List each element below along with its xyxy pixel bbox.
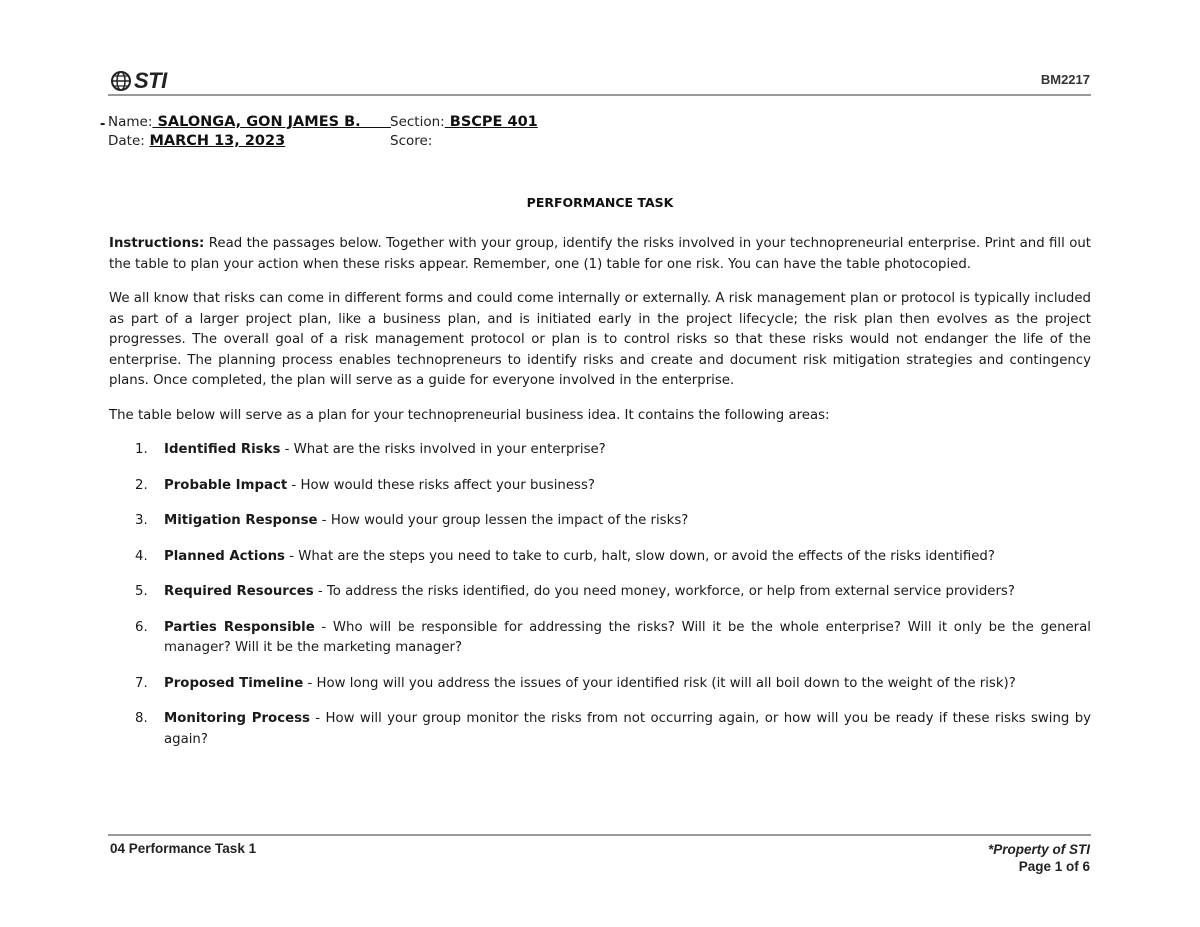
item-description: - To address the risks identified, do you need money, workforce, or help from external service providers?: [313, 584, 1015, 599]
list-item: [109, 582, 1091, 603]
item-term: Required Resources: [164, 584, 314, 599]
item-number: 6.: [135, 619, 148, 635]
name-field: [108, 114, 391, 130]
item-term: Monitoring Process: [164, 711, 310, 726]
sti-logo: [110, 68, 167, 94]
footer-divider: [108, 834, 1091, 836]
instructions-text: Read the passages below. Together with your group, identify the risks involved in your technopreneurial enterprise. Print and fill out the table to plan your action when these risks appear. Remember, one (1) table for one risk. You can have the table photocopied.: [109, 236, 1091, 272]
item-term: Mitigation Response: [164, 513, 318, 528]
page-title: PERFORMANCE TASK: [526, 195, 674, 210]
logo-text: STI: [134, 68, 167, 93]
item-number: 7.: [135, 675, 148, 691]
date-value: MARCH 13, 2023: [149, 133, 286, 149]
risk-intro-paragraph: We all know that risks can come in different forms and could come internally or externally. A risk management plan or protocol is typically included as part of a larger project plan, like a business plan, and is initiated early in the project lifecycle; the risk plan then evolves as the project progresses. The overall goal of a risk management protocol or plan is to control risks so that these risks would not endanger the life of the enterprise. The planning process enables technopreneurs to identify risks and create and document risk mitigation strategies and contingency plans. Once completed, the plan will serve as a guide for everyone involved in the enterprise.: [109, 291, 1091, 388]
item-number: 1.: [135, 442, 148, 457]
item-term: Probable Impact: [164, 477, 288, 493]
name-value: SALONGA, GON JAMES B.: [152, 114, 391, 130]
list-item: [109, 618, 1091, 659]
footer-info: [988, 841, 1090, 875]
list-item: [109, 547, 1091, 568]
item-number: 4.: [135, 548, 148, 564]
section-value: BSCPE 401: [444, 114, 538, 130]
footer-course-title: 04 Performance Task 1: [110, 841, 257, 856]
instructions-label: Instructions:: [109, 236, 205, 251]
item-description: - How long will you address the issues of your identified risk (it will all boil down to the weight of the risk)?: [303, 675, 1016, 691]
list-item: [109, 674, 1091, 695]
list-item: [109, 511, 1091, 532]
page-number: Page 1 of 6: [1018, 859, 1090, 874]
item-description: - How would your group lessen the impact of the risks?: [317, 513, 689, 528]
name-label: Name:: [108, 114, 153, 130]
date-field: [108, 133, 285, 149]
item-description: - How would these risks affect your business?: [287, 477, 595, 493]
item-term: Parties Responsible: [164, 619, 315, 635]
item-term: Identified Risks: [164, 442, 281, 457]
item-description: - How will your group monitor the risks from not occurring again, or how will you be ready if these risks swing by again?: [164, 711, 1091, 747]
item-term: Proposed Timeline: [164, 675, 304, 691]
item-number: 5.: [135, 584, 148, 599]
item-number: 8.: [135, 711, 148, 726]
score-label: Score:: [390, 133, 433, 149]
property-notice: *Property of STI: [987, 842, 1090, 857]
areas-list: [109, 440, 1091, 765]
date-label: Date:: [108, 133, 145, 149]
section-label: Section:: [390, 114, 445, 130]
item-description: - What are the risks involved in your enterprise?: [280, 442, 606, 457]
margin-dash: -: [100, 115, 106, 132]
document-code: BM2217: [1040, 72, 1090, 87]
item-number: 3.: [135, 513, 148, 528]
globe-icon: [110, 70, 132, 92]
table-intro-paragraph: The table below will serve as a plan for your technopreneurial business idea. It contains the following areas:: [109, 408, 830, 423]
score-field: [390, 133, 432, 149]
item-number: 2.: [135, 477, 148, 493]
item-description: - What are the steps you need to take to curb, halt, slow down, or avoid the effects of the risks identified?: [284, 548, 995, 564]
instructions-paragraph: [109, 234, 1091, 275]
header-divider: [108, 94, 1091, 96]
list-item: [109, 476, 1091, 497]
section-field: [390, 114, 538, 130]
list-item: [109, 440, 1091, 461]
list-item: [109, 709, 1091, 750]
item-term: Planned Actions: [164, 548, 285, 564]
item-description: - Who will be responsible for addressing the risks? Will it be the whole enterprise? Will it only be the general manager? Will it be the marketing manager?: [164, 619, 1091, 655]
